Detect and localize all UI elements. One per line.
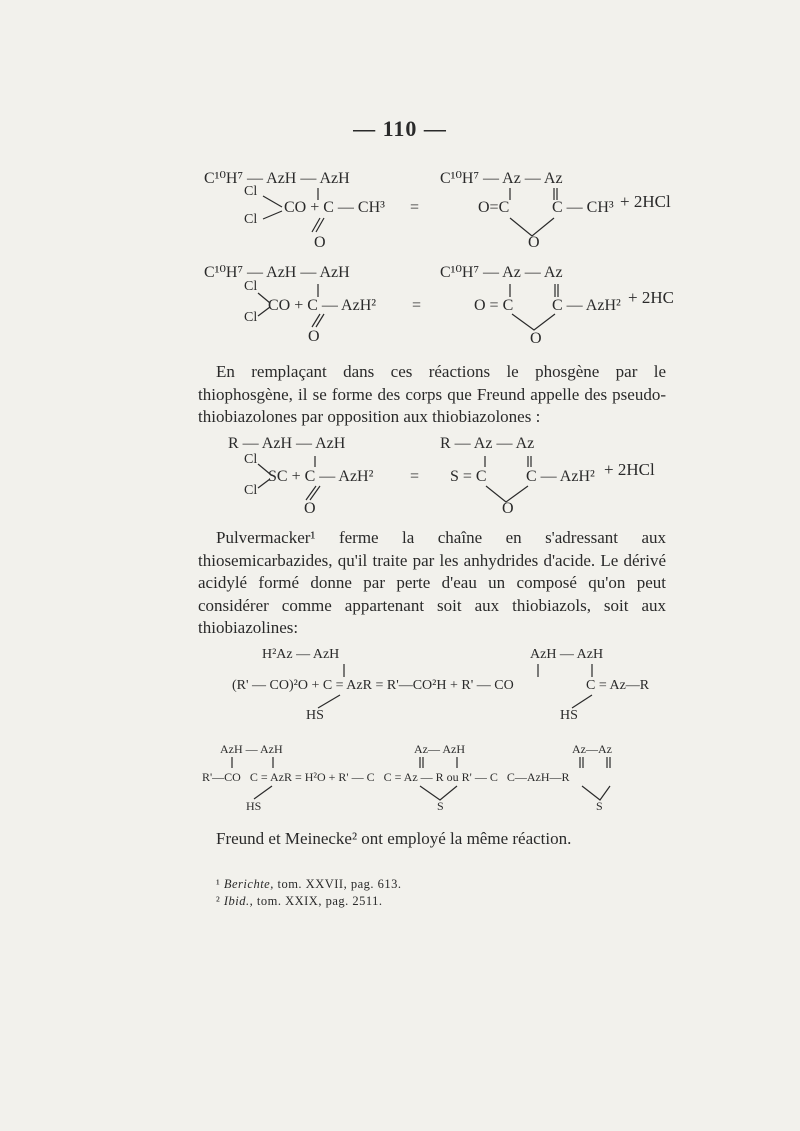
eq1-cl-upper: Cl (244, 184, 258, 199)
eq3-right-top: R — Az — Az (440, 435, 535, 452)
eq1-right-mid-right: C — CH³ (552, 199, 614, 216)
eq1-left-o: O (314, 234, 326, 251)
eq2-left-o: O (308, 328, 320, 345)
footnote-2-title: Ibid., (223, 894, 254, 908)
eq4-hs-left: HS (306, 708, 324, 723)
eq3-equals: = (410, 468, 420, 485)
eq5-main: R'—CO C = AzR = H²O + R' — C C = Az — R ou R' — C C—AzH—R (202, 770, 570, 784)
eq4-right-end: C = Az—R (586, 678, 650, 693)
eq1-equals: = (410, 199, 420, 216)
eq5-top-3: Az—Az (572, 742, 612, 756)
eq2-right-mid-left: O = C (474, 297, 514, 314)
eq3-left-mid: SC + C — AzH² (268, 468, 374, 485)
eq3-right-mid-left: S = C (450, 468, 487, 485)
eq1-right-o: O (528, 234, 540, 251)
footnote-1-title: Berichte, (223, 877, 274, 891)
eq5-top-2: Az— AzH (414, 742, 465, 756)
eq4-right-top: AzH — AzH (530, 647, 604, 662)
eq5-bottom-3: S (596, 799, 603, 813)
eq3-cl-lower: Cl (244, 483, 258, 498)
eq1-plus: + 2HCl (620, 192, 671, 211)
footnote-2 (216, 894, 383, 909)
eq3-right-mid-right: C — AzH² (526, 468, 595, 485)
eq2-cl-lower: Cl (244, 310, 258, 325)
eq3-right-o: O (502, 500, 514, 517)
eq2-right-o: O (530, 330, 542, 347)
eq3-plus: + 2HCl (604, 460, 655, 479)
eq2-right-top: C¹⁰H⁷ — Az — Az (440, 264, 563, 281)
eq4-left-top: H²Az — AzH (262, 647, 340, 662)
eq2-right-mid-right: C — AzH² (552, 297, 621, 314)
eq2-left-top: C¹⁰H⁷ — AzH — AzH (204, 264, 350, 281)
eq1-right-top: C¹⁰H⁷ — Az — Az (440, 170, 563, 187)
footnote-2-rest: tom. XXIX, pag. 2511. (256, 894, 383, 908)
paragraph-3: Freund et Meinecke² ont employé la même réaction. (216, 829, 572, 848)
eq1-left-top: C¹⁰H⁷ — AzH — AzH (204, 170, 350, 187)
eq3-cl-upper: Cl (244, 452, 258, 467)
page-number: — 110 — (353, 116, 447, 141)
footnote-1-mark: ¹ (216, 877, 221, 891)
eq1-right-mid-left: O=C (478, 199, 510, 216)
eq2-plus: + 2HC (628, 288, 674, 307)
eq3-left-o: O (304, 500, 316, 517)
paragraph-1: En remplaçant dans ces réactions le phosgène par le thiophosgène, il se forme des corps que Freund appelle des pseudo-thiobiazolones par opposition aux thiobiazolones : (198, 362, 666, 426)
eq2-left-mid: CO + C — AzH² (268, 297, 377, 314)
eq1-cl-lower: Cl (244, 212, 258, 227)
eq3-left-top: R — AzH — AzH (228, 435, 346, 452)
footnote-1 (216, 877, 402, 892)
eq5-bottom-2: S (437, 799, 444, 813)
footnote-1-rest: tom. XXVII, pag. 613. (277, 877, 402, 891)
eq4-hs-right: HS (560, 708, 578, 723)
eq1-left-mid: CO + C — CH³ (284, 199, 385, 216)
footnote-2-mark: ² (216, 894, 221, 908)
paragraph-2: Pulvermacker¹ ferme la chaîne en s'adressant aux thiosemicarbazides, qu'il traite par les anhydrides d'acide. Le dérivé acidylé formé donne par perte d'eau un composé qu'on peut considérer comme appartenant soit aux thiobiazols, soit aux thiobiazolines: (198, 528, 666, 637)
eq4-main: (R' — CO)²O + C = AzR = R'—CO²H + R' — CO (232, 678, 514, 693)
eq5-top-1: AzH — AzH (220, 742, 283, 756)
eq2-cl-upper: Cl (244, 279, 258, 294)
eq5-bottom-1: HS (246, 799, 262, 813)
eq2-equals: = (412, 297, 422, 314)
